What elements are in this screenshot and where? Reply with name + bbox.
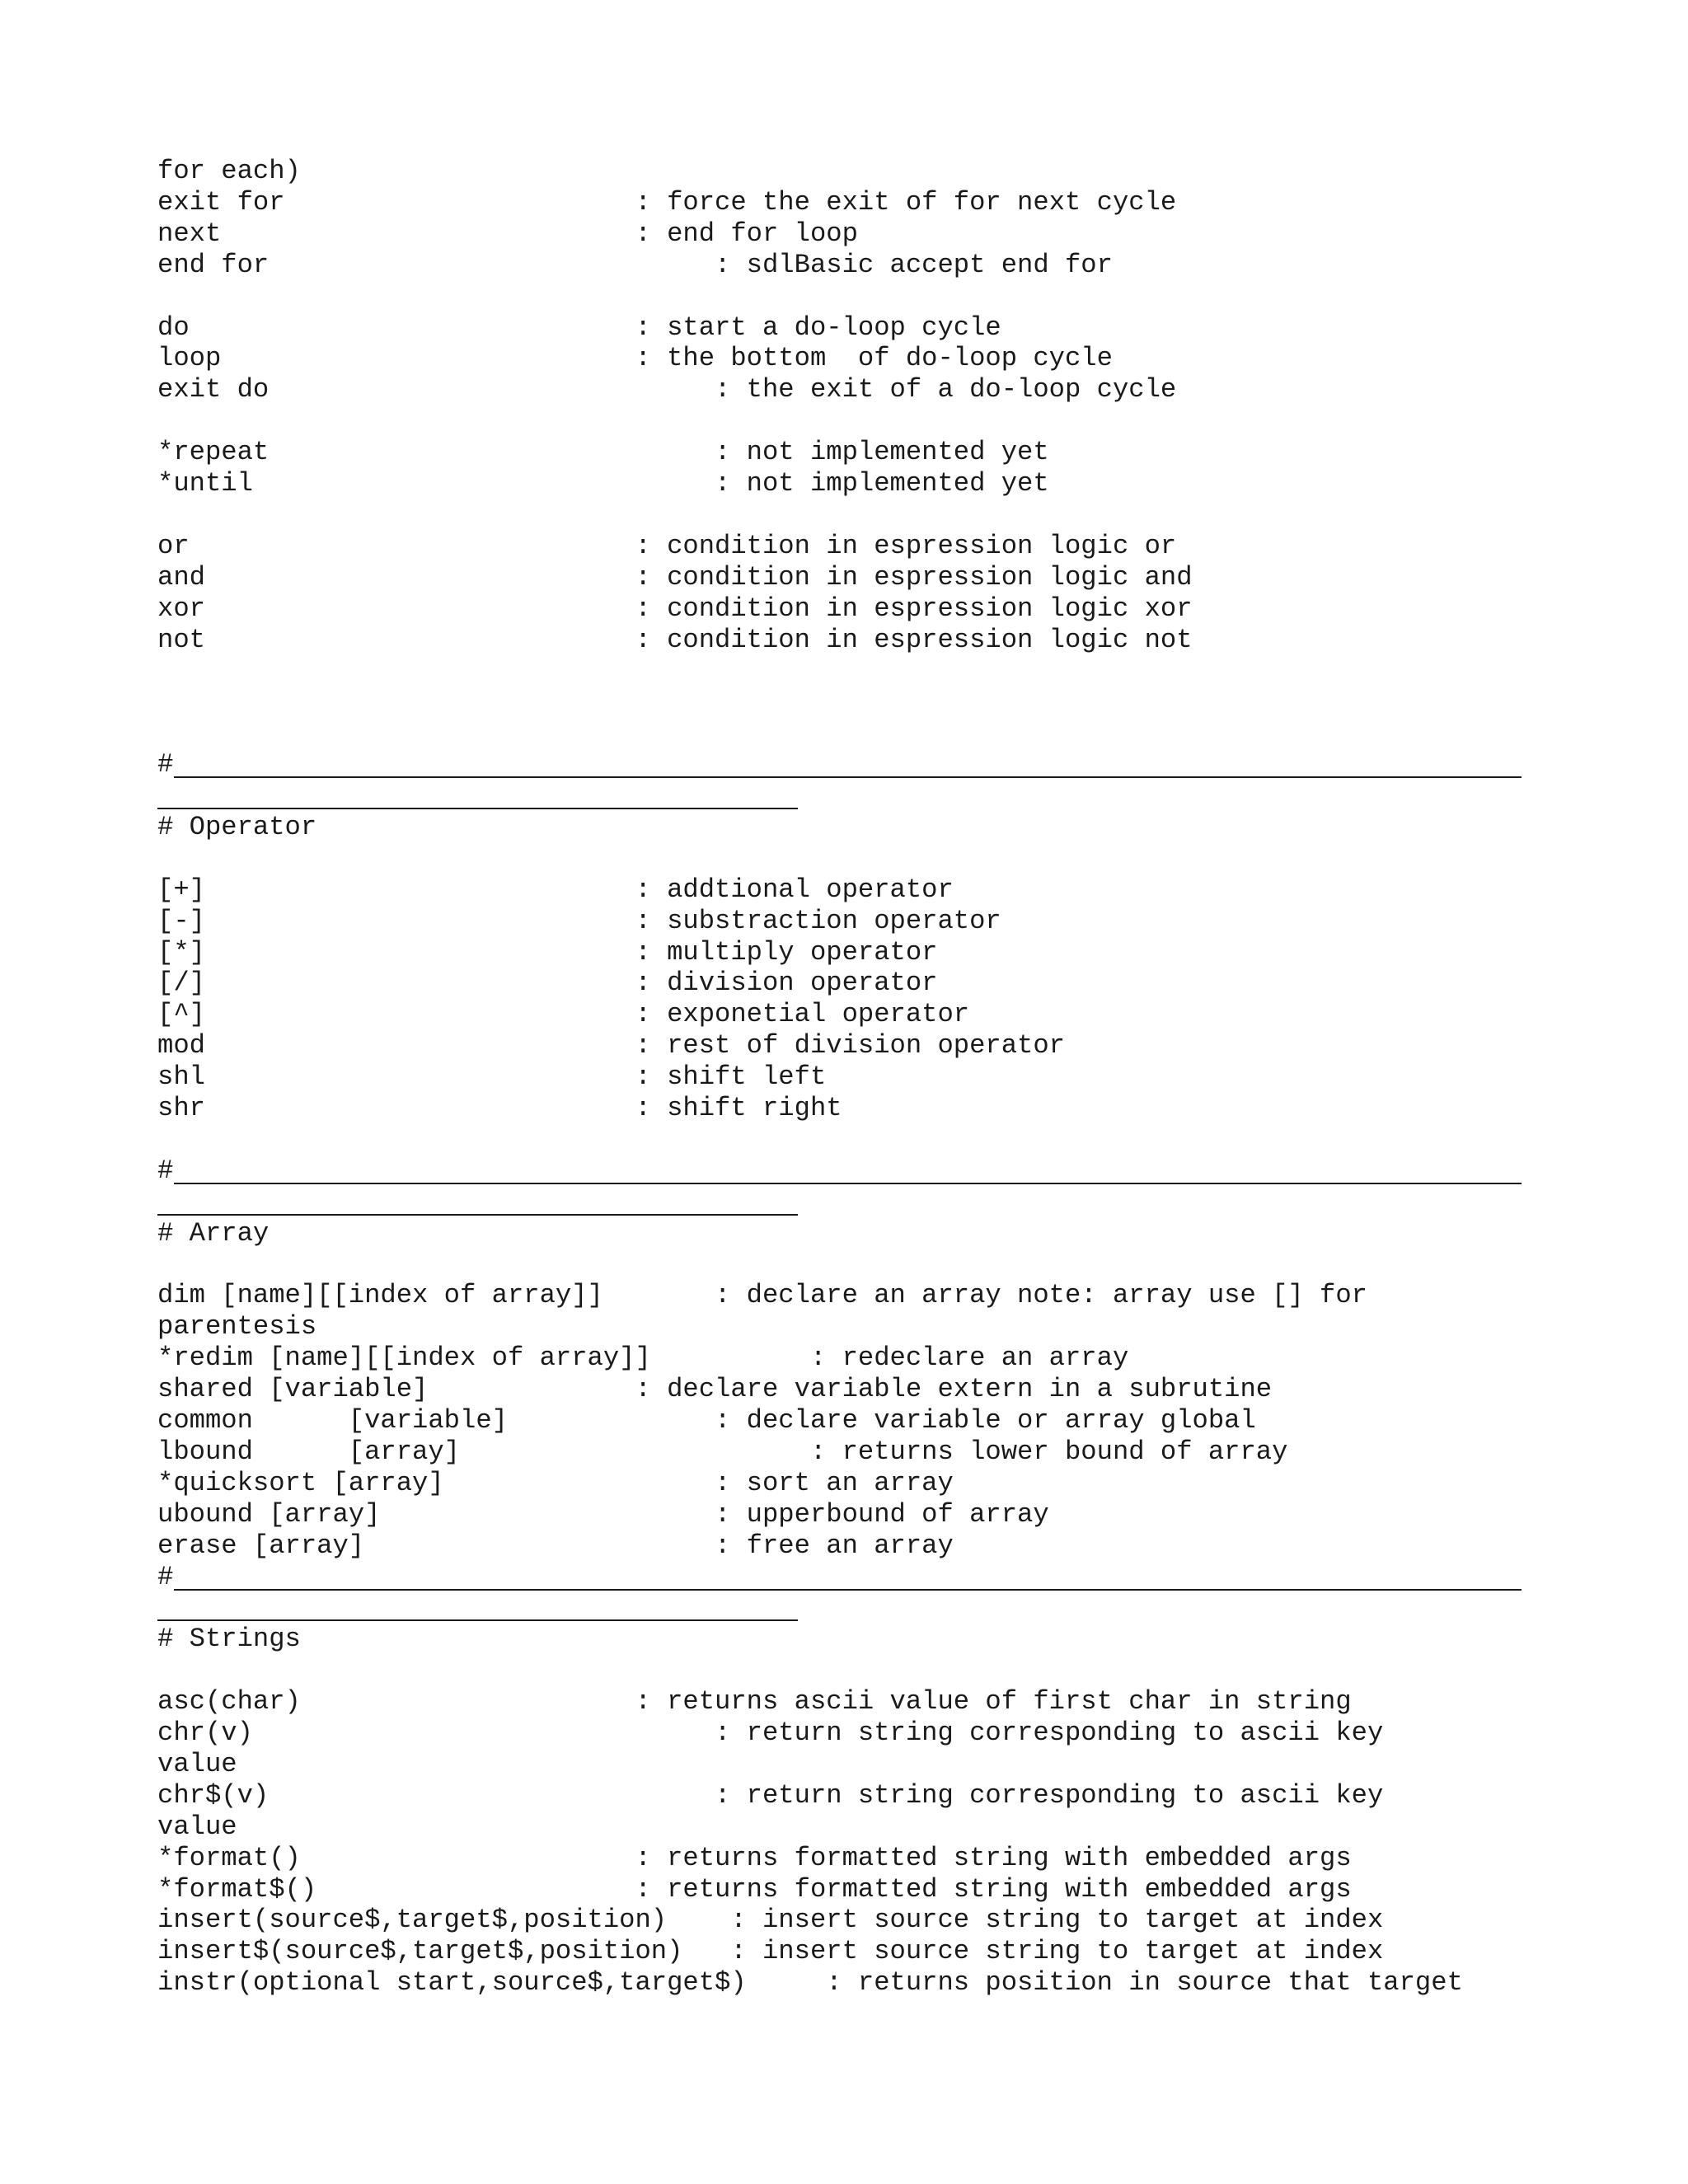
text-line: value [157,1748,237,1779]
separator-rule-short [157,1214,798,1216]
text-line: *format() : returns formatted string with embedded args [157,1842,1352,1873]
text-line: for each) [157,156,301,186]
text-line: lbound [array] : returns lower bound of array [157,1436,1288,1467]
section-line: # Array [157,1217,270,1249]
text-line: shr : shift right [157,1093,842,1123]
section-line: # [157,749,174,780]
text-line: common [variable] : declare variable or array global [157,1405,1256,1436]
separator-rule-short [157,808,798,809]
text-line: [*] : multiply operator [157,936,938,968]
separator-rule [174,1589,1522,1591]
section-line: # [157,1561,174,1592]
text-line: asc(char) : returns ascii value of first char in string [157,1686,1352,1718]
text-line: instr(optional start,source$,target$) : returns position in source that target [157,1967,1463,1999]
text-line: shared [variable] : declare variable extern in a subrutine [157,1374,1273,1405]
text-line: loop : the bottom of do-loop cycle [157,343,1113,374]
text-line: shl : shift left [157,1062,827,1093]
text-line: parentesis [157,1311,317,1343]
separator-rule-short [157,1619,798,1621]
text-line: *quicksort [array] : sort an array [157,1467,954,1498]
text-line: erase [array] : free an array [157,1530,954,1561]
text-line: xor : condition in espression logic xor [157,593,1193,624]
text-line: [^] : exponetial operator [157,999,970,1030]
text-line: value [157,1811,237,1842]
text-line: do : start a do-loop cycle [157,312,1001,343]
text-line: exit for : force the exit of for next cycle [157,186,1177,218]
text-line: mod : rest of division operator [157,1030,1065,1062]
section-line: # Operator [157,811,317,842]
text-line: [/] : division operator [157,968,938,999]
text-line: *format$() : returns formatted string with embedded args [157,1873,1352,1905]
text-line: chr$(v) : return string corresponding to ascii key [157,1779,1384,1811]
text-line: exit do : the exit of a do-loop cycle [157,374,1177,405]
text-line: insert$(source$,target$,position) : insert source string to target at index [157,1936,1384,1967]
separator-rule [174,776,1522,778]
text-line: insert(source$,target$,position) : insert source string to target at index [157,1905,1384,1936]
section-line: # [157,1155,174,1186]
text-line: *redim [name][[index of array]] : redeclare an array [157,1343,1129,1374]
text-line: chr(v) : return string corresponding to ascii key [157,1718,1384,1748]
text-line: next : end for loop [157,218,858,249]
text-line: *until : not implemented yet [157,468,1049,499]
text-line: and : condition in espression logic and [157,561,1193,593]
text-line: [+] : addtional operator [157,874,954,905]
text-line: ubound [array] : upperbound of array [157,1498,1049,1530]
text-line: *repeat : not implemented yet [157,437,1049,468]
text-line: [-] : substraction operator [157,905,1001,936]
separator-rule [174,1183,1522,1184]
text-line: or : condition in espression logic or [157,530,1177,561]
section-line: # Strings [157,1624,301,1655]
text-line: not : condition in espression logic not [157,624,1193,655]
text-line: dim [name][[index of array]] : declare an array note: array use [] for [157,1280,1367,1311]
text-line: end for : sdlBasic accept end for [157,249,1113,280]
